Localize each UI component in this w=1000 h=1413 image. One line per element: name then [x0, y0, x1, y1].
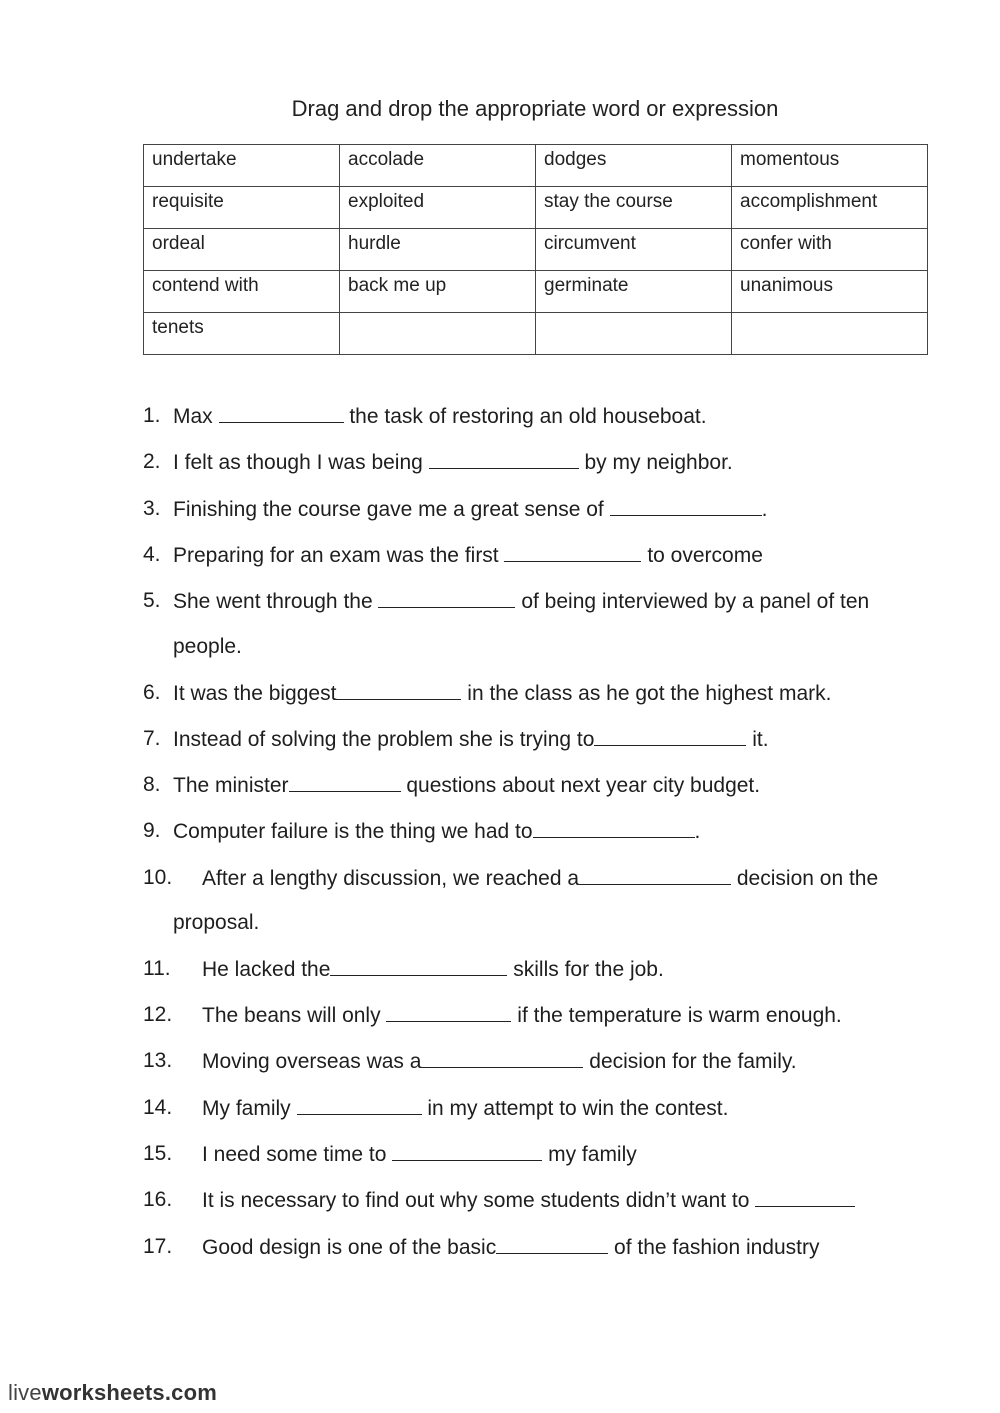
question-text: [173, 727, 769, 752]
word-bank-item[interactable]: hurdle: [340, 229, 536, 271]
question-text: [173, 681, 831, 706]
question-text-before: The minister: [173, 774, 289, 797]
question-item: [143, 1188, 943, 1212]
word-bank-item[interactable]: circumvent: [536, 229, 732, 271]
question-text: [173, 450, 733, 475]
answer-blank[interactable]: [594, 727, 746, 746]
question-text: [202, 957, 664, 982]
answer-blank[interactable]: [330, 957, 507, 976]
word-bank-empty-cell: [732, 313, 928, 355]
word-bank-item[interactable]: requisite: [144, 187, 340, 229]
question-text: [173, 497, 767, 522]
question-number: 11.: [143, 957, 171, 980]
question-item: [143, 497, 943, 521]
question-item: [143, 543, 943, 567]
question-text-after: of the fashion industry: [608, 1236, 820, 1259]
question-text-before: The beans will only: [202, 1004, 387, 1027]
word-bank-item[interactable]: momentous: [732, 145, 928, 187]
question-number: 8.: [143, 773, 161, 796]
question-text: [173, 404, 707, 429]
question-item: [143, 404, 943, 428]
answer-blank[interactable]: [496, 1235, 608, 1254]
question-number: 7.: [143, 727, 161, 750]
word-bank-item[interactable]: confer with: [732, 229, 928, 271]
word-bank-table: [143, 144, 928, 355]
word-bank-item[interactable]: ordeal: [144, 229, 340, 271]
question-number: 1.: [143, 404, 161, 427]
question-item: [143, 1049, 943, 1073]
question-item: [143, 773, 943, 797]
answer-blank[interactable]: [386, 1003, 511, 1022]
question-number: 16.: [143, 1188, 173, 1211]
word-bank-empty-cell: [536, 313, 732, 355]
word-bank-row: [144, 271, 928, 313]
question-text: [202, 1235, 820, 1260]
word-bank-row: [144, 313, 928, 355]
question-text-after: if the temperature is warm enough.: [511, 1004, 842, 1027]
question-text-before: Computer failure is the thing we had to: [173, 820, 533, 843]
answer-blank[interactable]: [289, 773, 401, 792]
question-number: 15.: [143, 1142, 173, 1165]
question-text: [173, 543, 763, 568]
question-item: [143, 450, 943, 474]
question-text-after: decision for the family.: [583, 1050, 797, 1073]
question-item: [143, 589, 943, 613]
question-item: [143, 866, 943, 890]
answer-blank[interactable]: [504, 543, 641, 562]
question-text-after: my family: [542, 1143, 637, 1166]
logo-suffix-text: .com: [164, 1380, 218, 1405]
answer-blank[interactable]: [392, 1142, 542, 1161]
question-text-before: Max: [173, 405, 219, 428]
question-text-after: it.: [746, 728, 769, 751]
answer-blank[interactable]: [579, 866, 731, 885]
word-bank-item[interactable]: dodges: [536, 145, 732, 187]
question-item: [143, 1003, 943, 1027]
question-text: [202, 1188, 855, 1213]
answer-blank[interactable]: [336, 681, 461, 700]
question-text: [202, 866, 878, 891]
word-bank-row: [144, 145, 928, 187]
question-number: 2.: [143, 450, 161, 473]
word-bank-item[interactable]: back me up: [340, 271, 536, 313]
question-text-after: of being interviewed by a panel of ten: [515, 590, 870, 613]
question-text-after: .: [694, 820, 701, 843]
word-bank-item[interactable]: accolade: [340, 145, 536, 187]
question-number: 10.: [143, 866, 173, 889]
word-bank-item[interactable]: undertake: [144, 145, 340, 187]
question-text-after: decision on the: [731, 867, 879, 890]
question-text-before: Instead of solving the problem she is trying to: [173, 728, 595, 751]
word-bank-item[interactable]: tenets: [144, 313, 340, 355]
question-item: [143, 1096, 943, 1120]
answer-blank[interactable]: [421, 1049, 583, 1068]
question-text: [173, 589, 869, 614]
question-number: 13.: [143, 1049, 173, 1072]
answer-blank[interactable]: [219, 404, 344, 423]
question-text: [202, 1003, 842, 1028]
word-bank-item[interactable]: exploited: [340, 187, 536, 229]
question-text-before: I need some time to: [202, 1143, 393, 1166]
question-text: [173, 773, 760, 798]
answer-blank[interactable]: [533, 819, 695, 838]
word-bank-row: [144, 187, 928, 229]
question-number: 12.: [143, 1003, 173, 1026]
question-item: [143, 1142, 943, 1166]
question-text-before: It was the biggest: [173, 682, 337, 705]
question-text: [173, 819, 700, 844]
logo-light-text: live: [8, 1380, 42, 1405]
question-continuation: people.: [173, 635, 242, 658]
question-number: 5.: [143, 589, 161, 612]
question-item: [143, 1235, 943, 1259]
question-number: 14.: [143, 1096, 173, 1119]
question-text-before: It is necessary to find out why some students didn’t want to: [202, 1189, 756, 1212]
question-continuation: proposal.: [173, 911, 260, 934]
question-text-before: After a lengthy discussion, we reached a: [202, 867, 580, 890]
question-text-after: .: [761, 498, 768, 521]
question-text-after: to overcome: [641, 544, 763, 567]
question-text-before: Moving overseas was a: [202, 1050, 422, 1073]
question-number: 3.: [143, 497, 161, 520]
question-text-after: skills for the job.: [507, 958, 664, 981]
question-text-before: Finishing the course gave me a great sense of: [173, 498, 610, 521]
question-number: 4.: [143, 543, 161, 566]
question-number: 9.: [143, 819, 161, 842]
question-text: [202, 1049, 797, 1074]
word-bank-empty-cell: [340, 313, 536, 355]
word-bank-item[interactable]: accomplishment: [732, 187, 928, 229]
answer-blank[interactable]: [610, 497, 762, 516]
question-text-before: She went through the: [173, 590, 379, 613]
word-bank-row: [144, 229, 928, 271]
question-text-before: My family: [202, 1097, 297, 1120]
question-text-after: the task of restoring an old houseboat.: [343, 405, 707, 428]
question-text-before: Preparing for an exam was the first: [173, 544, 505, 567]
question-text: [202, 1096, 728, 1121]
liveworksheets-logo: [8, 1380, 217, 1406]
question-number: 17.: [143, 1235, 173, 1258]
answer-blank[interactable]: [755, 1188, 855, 1207]
question-text-before: I felt as though I was being: [173, 451, 429, 474]
question-text-before: He lacked the: [202, 958, 331, 981]
question-item: [143, 727, 943, 751]
page-title: Drag and drop the appropriate word or expression: [291, 96, 779, 121]
question-text-before: Good design is one of the basic: [202, 1236, 497, 1259]
answer-blank[interactable]: [429, 450, 579, 469]
question-text-after: in my attempt to win the contest.: [421, 1097, 729, 1120]
answer-blank[interactable]: [297, 1096, 422, 1115]
question-text-after: questions about next year city budget.: [400, 774, 761, 797]
logo-bold-text: worksheets: [41, 1380, 165, 1405]
question-text-after: in the class as he got the highest mark.: [461, 682, 832, 705]
answer-blank[interactable]: [378, 589, 515, 608]
question-item: [143, 681, 943, 705]
word-bank-item[interactable]: unanimous: [732, 271, 928, 313]
question-item: [143, 957, 943, 981]
word-bank-item[interactable]: stay the course: [536, 187, 732, 229]
question-number: 6.: [143, 681, 161, 704]
question-item: [143, 819, 943, 843]
word-bank-item[interactable]: germinate: [536, 271, 732, 313]
question-text-after: by my neighbor.: [578, 451, 733, 474]
question-text: [202, 1142, 637, 1167]
word-bank-item[interactable]: contend with: [144, 271, 340, 313]
